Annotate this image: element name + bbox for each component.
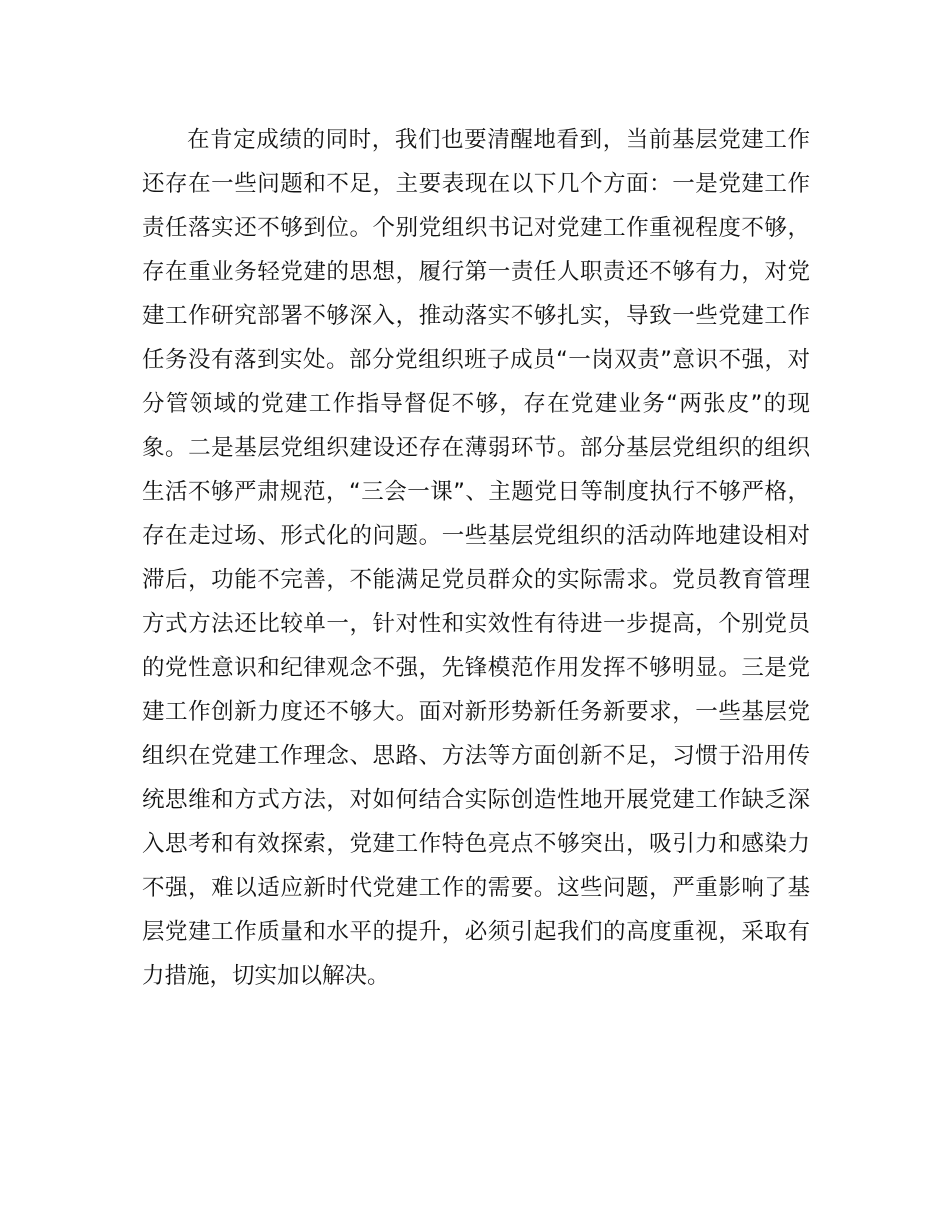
body-paragraph: 在肯定成绩的同时，我们也要清醒地看到，当前基层党建工作还存在一些问题和不足，主要表现在以下几个方面：一是党建工作责任落实还不够到位。个别党组织书记对党建工作重视程度不够，存在重业务轻党建的思想，履行第一责任人职责还不够有力，对党建工作研究部署不够深入，推动落实不够扎实，导致一些党建工作任务没有落到实处。部分党组织班子成员“一岗双责”意识不强，对分管领域的党建工作指导督促不够，存在党建业务“两张皮”的现象。二是基层党组织建设还存在薄弱环节。部分基层党组织的组织生活不够严肃规范，“三会一课”、主题党日等制度执行不够严格，存在走过场、形式化的问题。一些基层党组织的活动阵地建设相对滞后，功能不完善，不能满足党员群众的实际需求。党员教育管理方式方法还比较单一，针对性和实效性有待进一步提高，个别党员的党性意识和纪律观念不强，先锋模范作用发挥不够明显。三是党建工作创新力度还不够大。面对新形势新任务新要求，一些基层党组织在党建工作理念、思路、方法等方面创新不足，习惯于沿用传统思维和方式方法，对如何结合实际创造性地开展党建工作缺乏深入思考和有效探索，党建工作特色亮点不够突出，吸引力和感染力不强，难以适应新时代党建工作的需要。这些问题，严重影响了基层党建工作质量和水平的提升，必须引起我们的高度重视，采取有力措施，切实加以解决。 bbox=[142, 127, 810, 989]
